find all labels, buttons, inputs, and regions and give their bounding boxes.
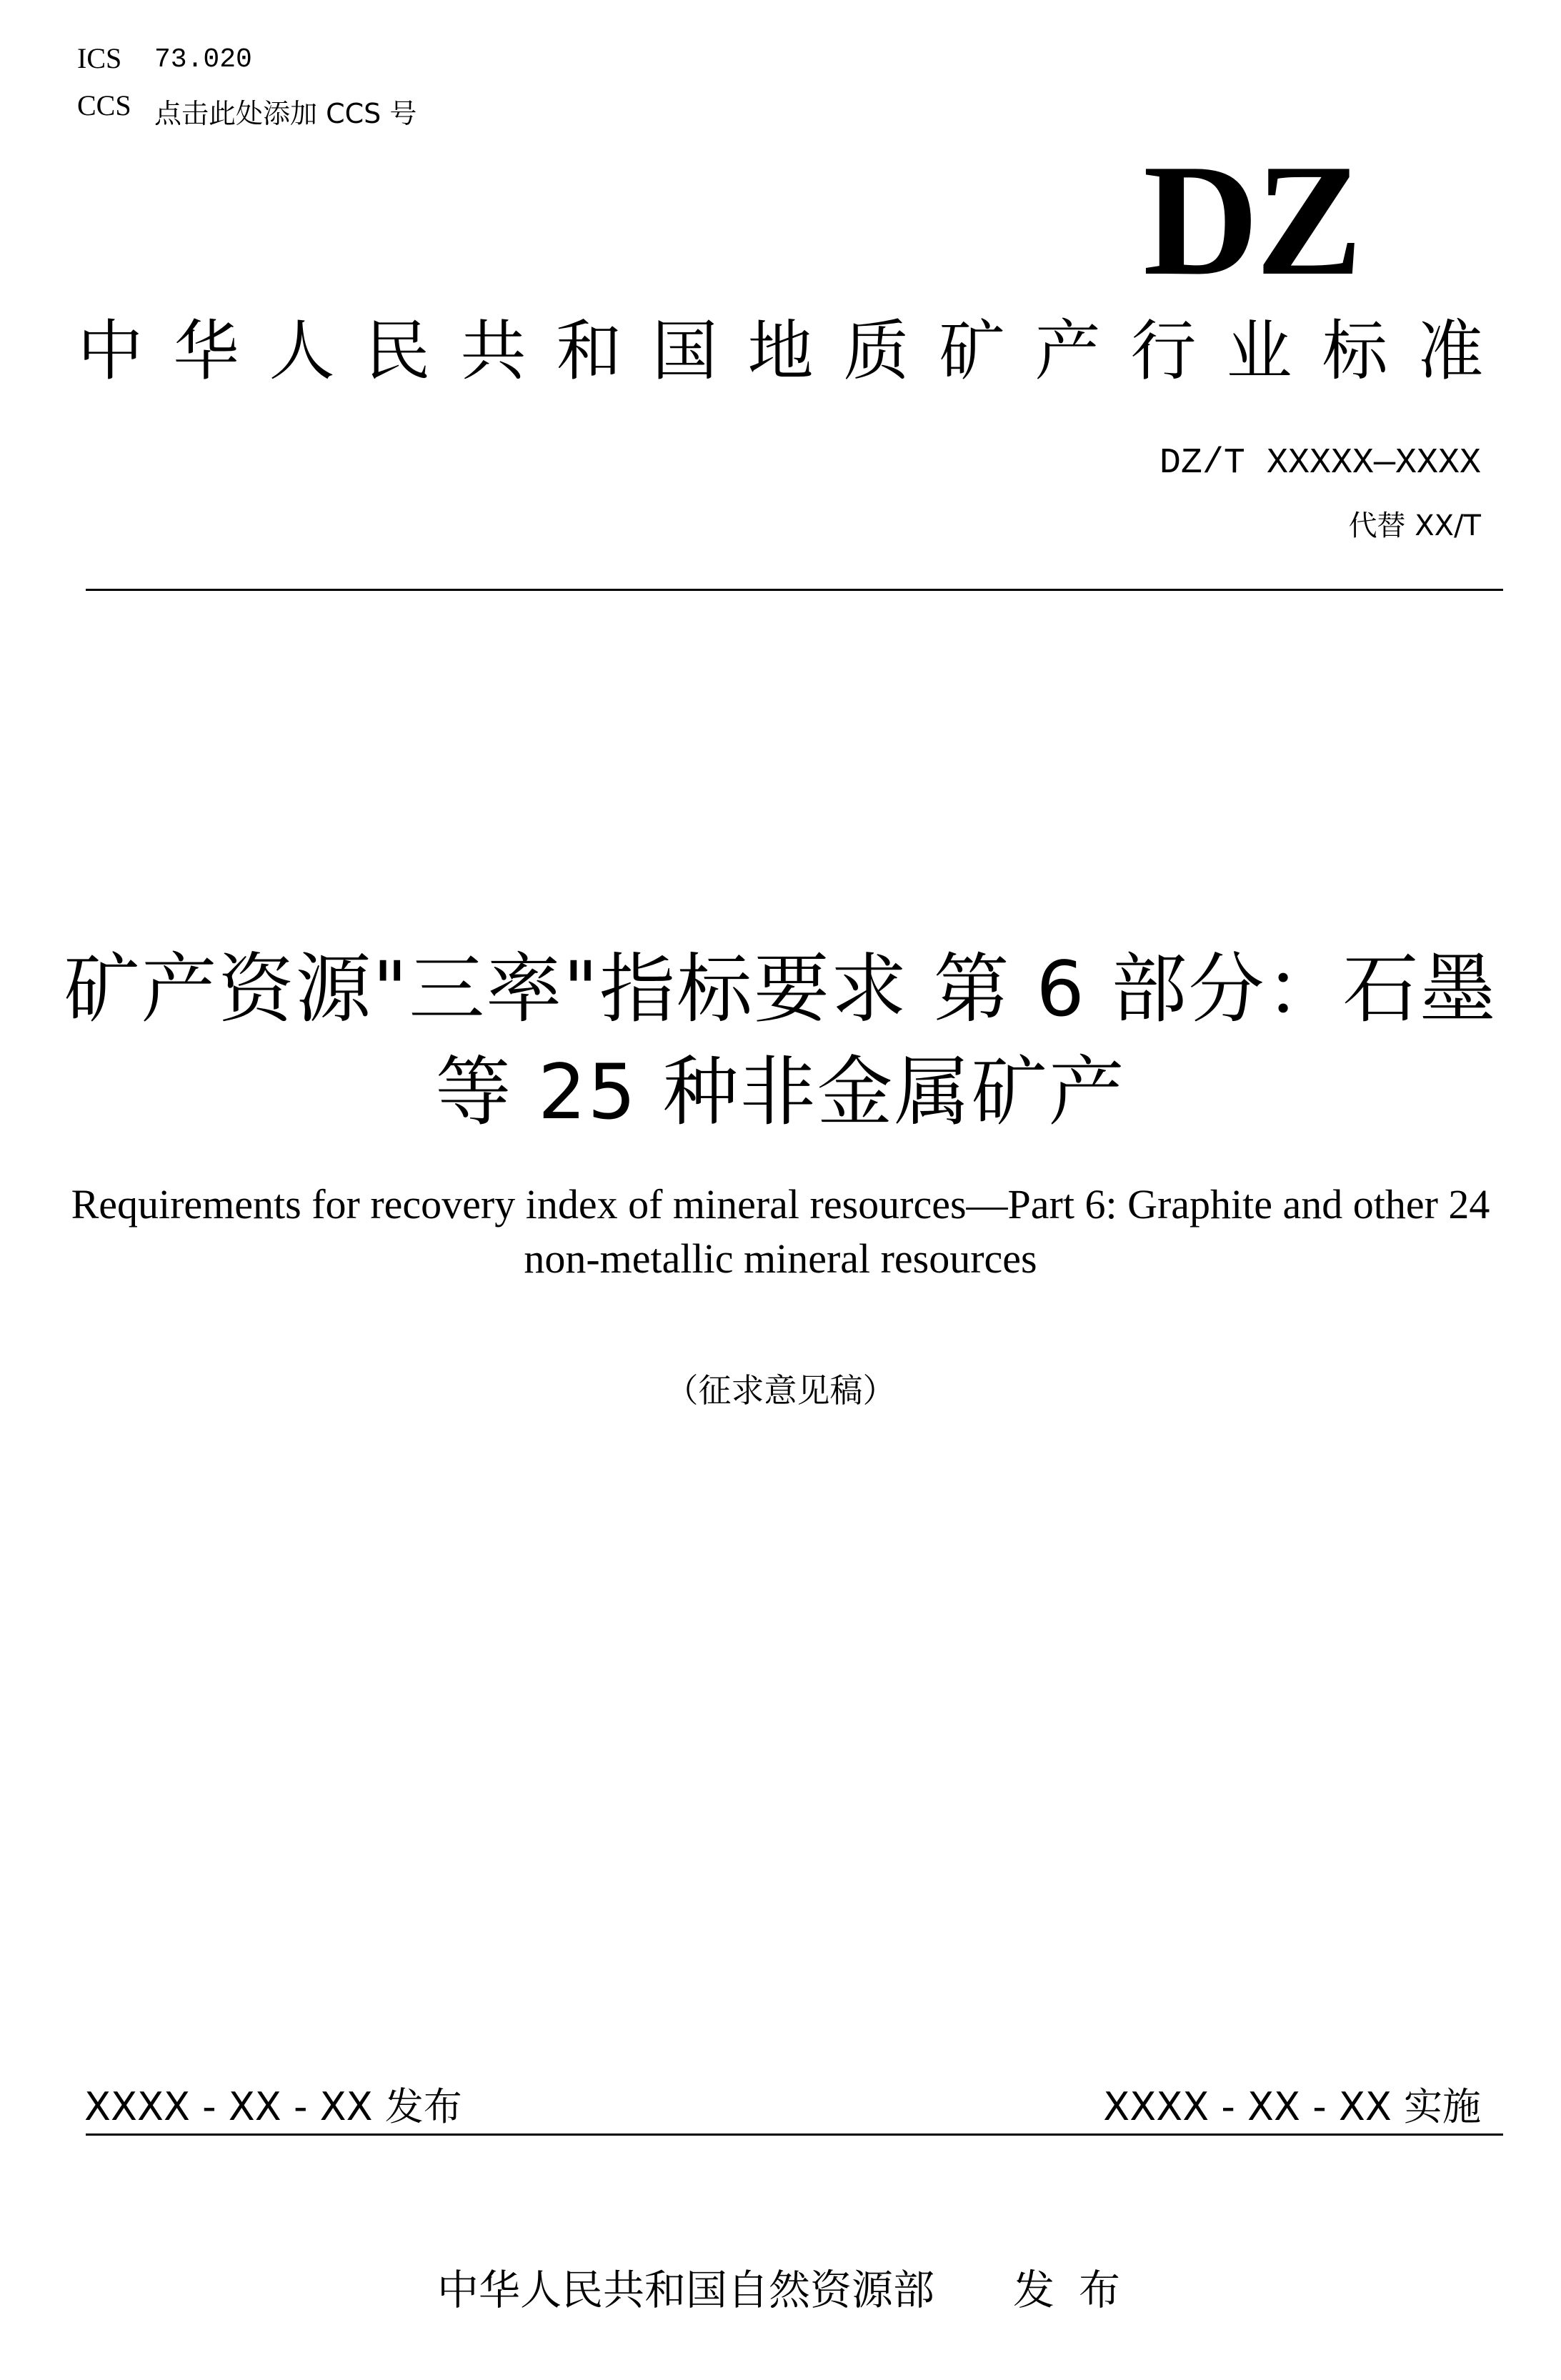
- publish-date: XXXX - XX - XX 发布: [84, 2084, 462, 2129]
- title-en-line1: Requirements for recovery index of mineral resources—Part 6: Graphite and other 24: [71, 1181, 1490, 1228]
- title-cn-line2: 等 25 种非金属矿产: [435, 1048, 1126, 1136]
- ccs-value[interactable]: 点击此处添加 CCS 号: [154, 98, 417, 129]
- header-divider: [86, 589, 1503, 591]
- ics-value: 73.020: [154, 44, 252, 75]
- title-en-line2: non-metallic mineral resources: [524, 1235, 1037, 1282]
- title-cn-line1: 矿产资源"三率"指标要求 第 6 部分：石墨: [64, 945, 1497, 1033]
- dz-logo: DZ: [1143, 131, 1360, 309]
- publisher-name: 中华人民共和国自然资源部: [437, 2266, 935, 2314]
- standard-code: DZ/T XXXXX—XXXX: [1159, 443, 1481, 484]
- ccs-label: CCS: [77, 89, 131, 121]
- ics-label: ICS: [77, 42, 122, 74]
- publisher: [437, 2256, 1144, 2316]
- replaces-note: 代替 XX/T: [1348, 509, 1481, 542]
- publisher-action: 发布: [1013, 2266, 1145, 2314]
- implement-date: XXXX - XX - XX 实施: [1103, 2084, 1481, 2129]
- draft-stage-label: （征求意见稿）: [665, 1371, 896, 1410]
- industry-standard-title: 中华人民共和国地质矿产行业标准: [77, 313, 1514, 389]
- footer-divider: [86, 2133, 1503, 2136]
